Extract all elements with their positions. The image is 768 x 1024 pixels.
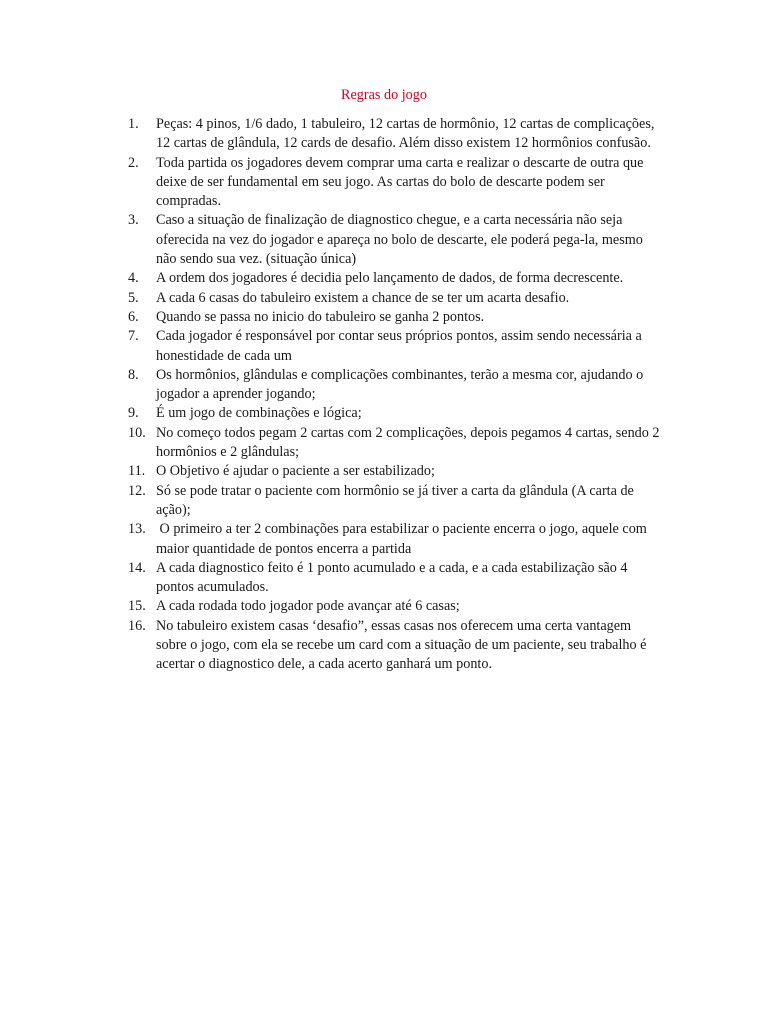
rule-number: 3. bbox=[128, 212, 139, 229]
rule-text: O primeiro a ter 2 combinações para estabilizar o paciente encerra o jogo, aquele com maior quantidade de pontos encerra a partida bbox=[156, 521, 651, 557]
rule-number: 13. bbox=[128, 521, 146, 538]
list-item bbox=[128, 617, 660, 675]
rule-text: Os hormônios, glândulas e complicações combinantes, terão a mesma cor, ajudando o jogador a aprender jogando; bbox=[156, 366, 647, 403]
rule-text: É um jogo de combinações e lógica; bbox=[156, 405, 362, 422]
rule-number: 14. bbox=[128, 559, 146, 576]
rules-list bbox=[128, 115, 664, 675]
list-item bbox=[128, 366, 660, 405]
list-item bbox=[128, 462, 660, 481]
rule-text: Só se pode tratar o paciente com hormônio se já tiver a carta da glândula (A carta de ação); bbox=[156, 482, 638, 518]
rule-text: O Objetivo é ajudar o paciente a ser estabilizado; bbox=[156, 463, 435, 480]
rule-text: No tabuleiro existem casas ‘desafio”, essas casas nos oferecem uma certa vantagem sobre o jogo, com ela se recebe um card com a situação de um paciente, seu trabalho é acertar o diagnostico dele, a cada acerto ganhará um ponto. bbox=[156, 617, 650, 673]
rule-number: 5. bbox=[128, 289, 139, 306]
rule-number: 8. bbox=[128, 366, 139, 383]
rule-number: 11. bbox=[128, 463, 146, 480]
rule-number: 15. bbox=[128, 598, 146, 615]
rule-text: Peças: 4 pinos, 1/6 dado, 1 tabuleiro, 12 cartas de hormônio, 12 cartas de complicações, 12 cartas de glândula, 12 cards de desafio. Além disso existem 12 hormônios confusão. bbox=[156, 116, 658, 152]
rule-number: 6. bbox=[128, 308, 139, 325]
list-item bbox=[128, 115, 660, 154]
list-item bbox=[128, 424, 664, 463]
rule-number: 1. bbox=[128, 116, 139, 132]
list-item bbox=[128, 211, 660, 269]
list-item bbox=[128, 559, 660, 598]
list-item bbox=[128, 308, 660, 327]
rule-text: A cada rodada todo jogador pode avançar até 6 casas; bbox=[156, 598, 460, 615]
rule-number: 16. bbox=[128, 617, 146, 634]
rule-text: No começo todos pegam 2 cartas com 2 complicações, depois pegamos 4 cartas, sendo 2 hormônios e 2 glândulas; bbox=[156, 424, 664, 461]
rule-number: 12. bbox=[128, 482, 146, 499]
list-item bbox=[128, 520, 660, 559]
rule-text: Toda partida os jogadores devem comprar uma carta e realizar o descarte de outra que deixe de ser fundamental em seu jogo. As cartas do bolo de descarte podem ser compradas. bbox=[156, 154, 647, 210]
list-item bbox=[128, 404, 660, 423]
rule-number: 7. bbox=[128, 328, 139, 345]
rule-text: Cada jogador é responsável por contar seus próprios pontos, assim sendo necessária a honestidade de cada um bbox=[156, 328, 646, 364]
list-item bbox=[128, 154, 660, 212]
rule-text: A cada 6 casas do tabuleiro existem a chance de se ter um acarta desafio. bbox=[156, 289, 570, 306]
rule-number: 10. bbox=[128, 424, 146, 441]
rule-text: A ordem dos jogadores é decidia pelo lançamento de dados, de forma decrescente. bbox=[156, 270, 624, 287]
list-item bbox=[128, 482, 660, 521]
rule-text: Caso a situação de finalização de diagnostico chegue, e a carta necessária não seja oferecida na vez do jogador e apareça no bolo de descarte, ele poderá pega-la, mesmo não sendo sua vez. (situação única) bbox=[156, 212, 647, 268]
rule-number: 9. bbox=[128, 405, 139, 422]
list-item bbox=[128, 289, 660, 308]
document-title: Regras do jogo bbox=[341, 87, 427, 103]
rule-text: Quando se passa no inicio do tabuleiro se ganha 2 pontos. bbox=[156, 308, 485, 325]
rule-number: 4. bbox=[128, 270, 139, 287]
list-item bbox=[128, 597, 660, 616]
rule-number: 2. bbox=[128, 154, 139, 171]
list-item bbox=[128, 327, 660, 366]
list-item bbox=[128, 269, 660, 288]
rule-text: A cada diagnostico feito é 1 ponto acumulado e a cada, e a cada estabilização são 4 pontos acumulados. bbox=[156, 559, 632, 596]
